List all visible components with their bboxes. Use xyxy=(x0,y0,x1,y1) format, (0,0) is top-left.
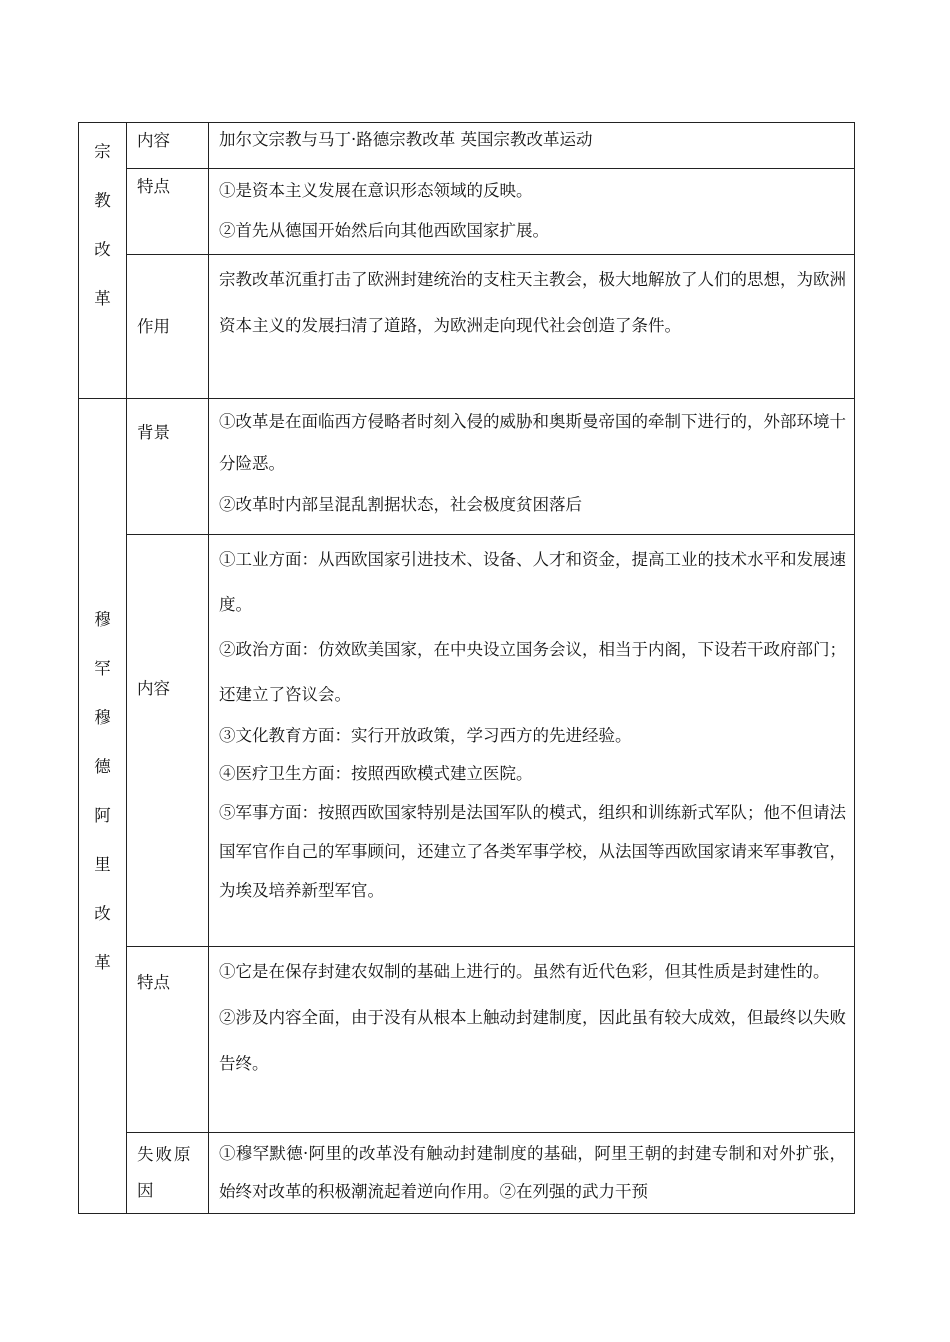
table-row xyxy=(79,535,855,947)
table-row xyxy=(79,947,855,1133)
table-row xyxy=(79,255,855,399)
section-title-muhammad-ali-reform: 穆 罕 穆 德 阿 里 改 革 xyxy=(79,399,127,1214)
table-row xyxy=(79,169,855,255)
row-content: ①改革是在面临西方侵略者时刻入侵的威胁和奥斯曼帝国的牵制下进行的，外部环境十分险恶。 ②改革时内部呈混乱割据状态，社会极度贫困落后 xyxy=(209,399,855,535)
row-content: 加尔文宗教与马丁·路德宗教改革 英国宗教改革运动 xyxy=(209,123,855,169)
row-label: 内容 xyxy=(127,535,209,947)
row-content: ①工业方面：从西欧国家引进技术、设备、人才和资金，提高工业的技术水平和发展速度。 ②政治方面：仿效欧美国家，在中央设立国务会议，相当于内阁，下设若干政府部门；还建立了咨议会。 ③文化教育方面：实行开放政策，学习西方的先进经验。 ④医疗卫生方面：按照西欧模式建立医院。 ⑤军事方面：按照西欧国家特别是法国军队的模式，组织和训练新式军队；他不但请法国军官作自己的军事顾问，还建立了各类军事学校，从法国等西欧国家请来军事教官，为埃及培养新型军官。 xyxy=(209,535,855,947)
table-row xyxy=(79,123,855,169)
row-label: 背景 xyxy=(127,399,209,535)
row-label: 特点 xyxy=(127,947,209,1133)
row-label: 作用 xyxy=(127,255,209,399)
table-row xyxy=(79,399,855,535)
row-label: 失败原因 xyxy=(127,1133,209,1214)
row-content: ①它是在保存封建农奴制的基础上进行的。虽然有近代色彩，但其性质是封建性的。 ②涉及内容全面，由于没有从根本上触动封建制度，因此虽有较大成效，但最终以失败告终。 xyxy=(209,947,855,1133)
row-content: ①是资本主义发展在意识形态领域的反映。 ②首先从德国开始然后向其他西欧国家扩展。 xyxy=(209,169,855,255)
section-title-religious-reform: 宗 教 改 革 xyxy=(79,123,127,399)
row-label: 特点 xyxy=(127,169,209,255)
row-label: 内容 xyxy=(127,123,209,169)
row-content: 宗教改革沉重打击了欧洲封建统治的支柱天主教会，极大地解放了人们的思想，为欧洲资本主义的发展扫清了道路，为欧洲走向现代社会创造了条件。 xyxy=(209,255,855,399)
reform-table xyxy=(78,122,855,1214)
row-content: ①穆罕默德·阿里的改革没有触动封建制度的基础，阿里王朝的封建专制和对外扩张，始终对改革的积极潮流起着逆向作用。②在列强的武力干预 xyxy=(209,1133,855,1214)
table-row xyxy=(79,1133,855,1214)
